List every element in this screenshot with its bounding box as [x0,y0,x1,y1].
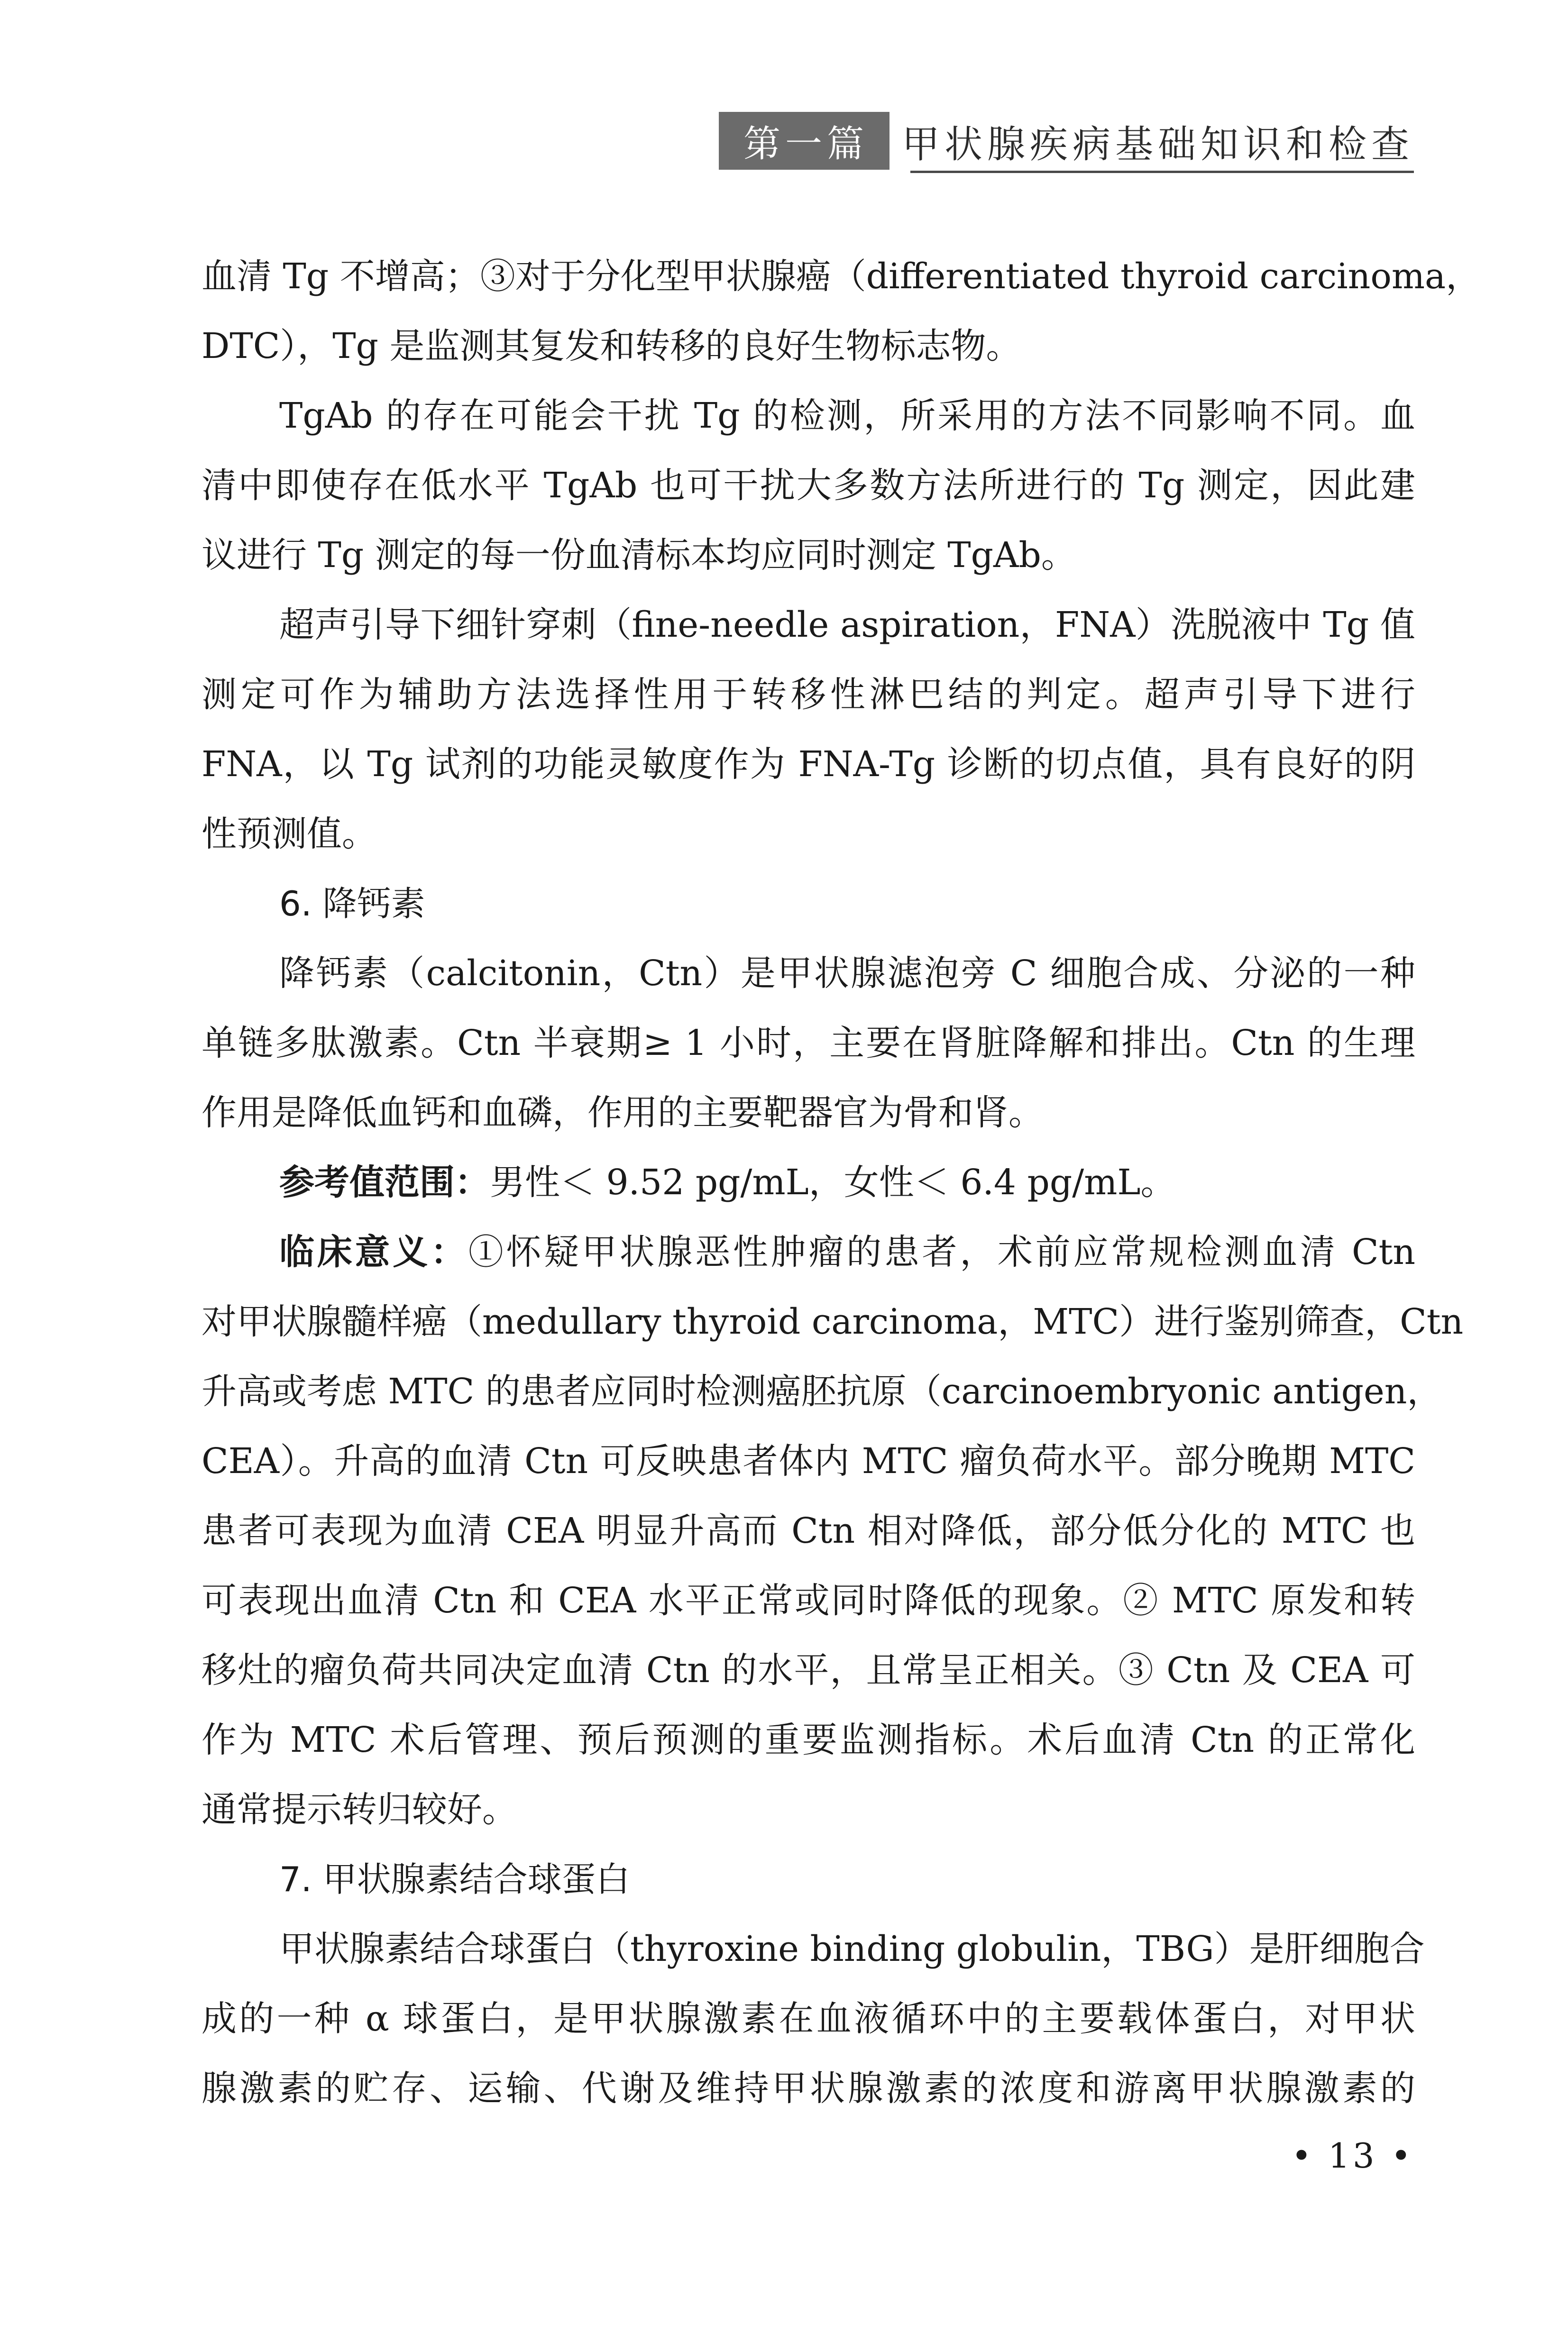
text-line: 通常提示转归较好。 [202,1789,517,1830]
text-line: 成的一种 α 球蛋白，是甲状腺激素在血液循环中的主要载体蛋白，对甲状 [202,1998,1415,2039]
reference-range-line [202,1148,1415,1217]
text-line: 清中即使存在低水平 TgAb 也可干扰大多数方法所进行的 Tg 测定，因此建 [202,465,1415,506]
text-line: 性预测值。 [202,814,377,854]
clinical-significance-line [202,1217,1415,1287]
reference-range-label: 参考值范围： [279,1162,490,1203]
text-line: 单链多肽激素。Ctn 半衰期≥ 1 小时，主要在肾脏降解和排出。Ctn 的生理 [202,1023,1415,1063]
paragraph-first-line: 甲状腺素结合球蛋白（thyroxine binding globulin，TBG）是肝细胞合 [279,1929,1425,1969]
text-line: 作为 MTC 术后管理、预后预测的重要监测指标。术后血清 Ctn 的正常化 [202,1720,1415,1760]
text-line: 移灶的瘤负荷共同决定血清 Ctn 的水平，且常呈正相关。③ Ctn 及 CEA 可 [202,1650,1415,1691]
page-body [202,242,1481,2123]
text-line: 血清 Tg 不增高；③对于分化型甲状腺癌（differentiated thyroid carcinoma， [202,256,1481,297]
text-line: 升高或考虑 MTC 的患者应同时检测癌胚抗原（carcinoembryonic antigen， [202,1371,1442,1412]
running-header [719,112,1414,170]
text-line: 议进行 Tg 测定的每一份血清标本均应同时测定 TgAb。 [202,535,1076,576]
clinical-significance-label: 临床意义： [279,1232,468,1272]
paragraph-first-line: 降钙素（calcitonin，Ctn）是甲状腺滤泡旁 C 细胞合成、分泌的一种 [279,953,1415,994]
text-line: CEA）。升高的血清 Ctn 可反映患者体内 MTC 瘤负荷水平。部分晚期 MTC [202,1441,1415,1482]
section-heading-calcitonin: 6. 降钙素 [279,884,425,924]
text-line: 对甲状腺髓样癌（medullary thyroid carcinoma，MTC）进行鉴别筛查，Ctn [202,1301,1464,1342]
paragraph-first-line: TgAb 的存在可能会干扰 Tg 的检测，所采用的方法不同影响不同。血 [279,395,1415,436]
clinical-significance-text: ①怀疑甲状腺恶性肿瘤的患者，术前应常规检测血清 Ctn [468,1232,1415,1272]
reference-range-value: 男性＜ 9.52 pg/mL，女性＜ 6.4 pg/mL。 [490,1162,1176,1203]
part-label: 第一篇 [719,112,889,170]
header-rule [910,171,1414,173]
section-heading-tbg: 7. 甲状腺素结合球蛋白 [279,1859,630,1899]
text-line: 患者可表现为血清 CEA 明显升高而 Ctn 相对降低，部分低分化的 MTC 也 [202,1510,1415,1551]
text-line: FNA，以 Tg 试剂的功能灵敏度作为 FNA-Tg 诊断的切点值，具有良好的阴 [202,744,1415,785]
text-line: 可表现出血清 Ctn 和 CEA 水平正常或同时降低的现象。② MTC 原发和转 [202,1580,1415,1621]
text-line: DTC），Tg 是监测其复发和转移的良好生物标志物。 [202,326,1021,366]
text-line: 腺激素的贮存、运输、代谢及维持甲状腺激素的浓度和游离甲状腺激素的 [202,2068,1415,2109]
page-number: • 13 • [1291,2136,1414,2176]
text-line: 测定可作为辅助方法选择性用于转移性淋巴结的判定。超声引导下进行 [202,674,1415,715]
paragraph-first-line: 超声引导下细针穿刺（fine-needle aspiration，FNA）洗脱液中 Tg 值 [279,604,1415,645]
text-line: 作用是降低血钙和血磷，作用的主要靶器官为骨和肾。 [202,1092,1044,1133]
header-title: 甲状腺疾病基础知识和检查 [902,122,1414,166]
